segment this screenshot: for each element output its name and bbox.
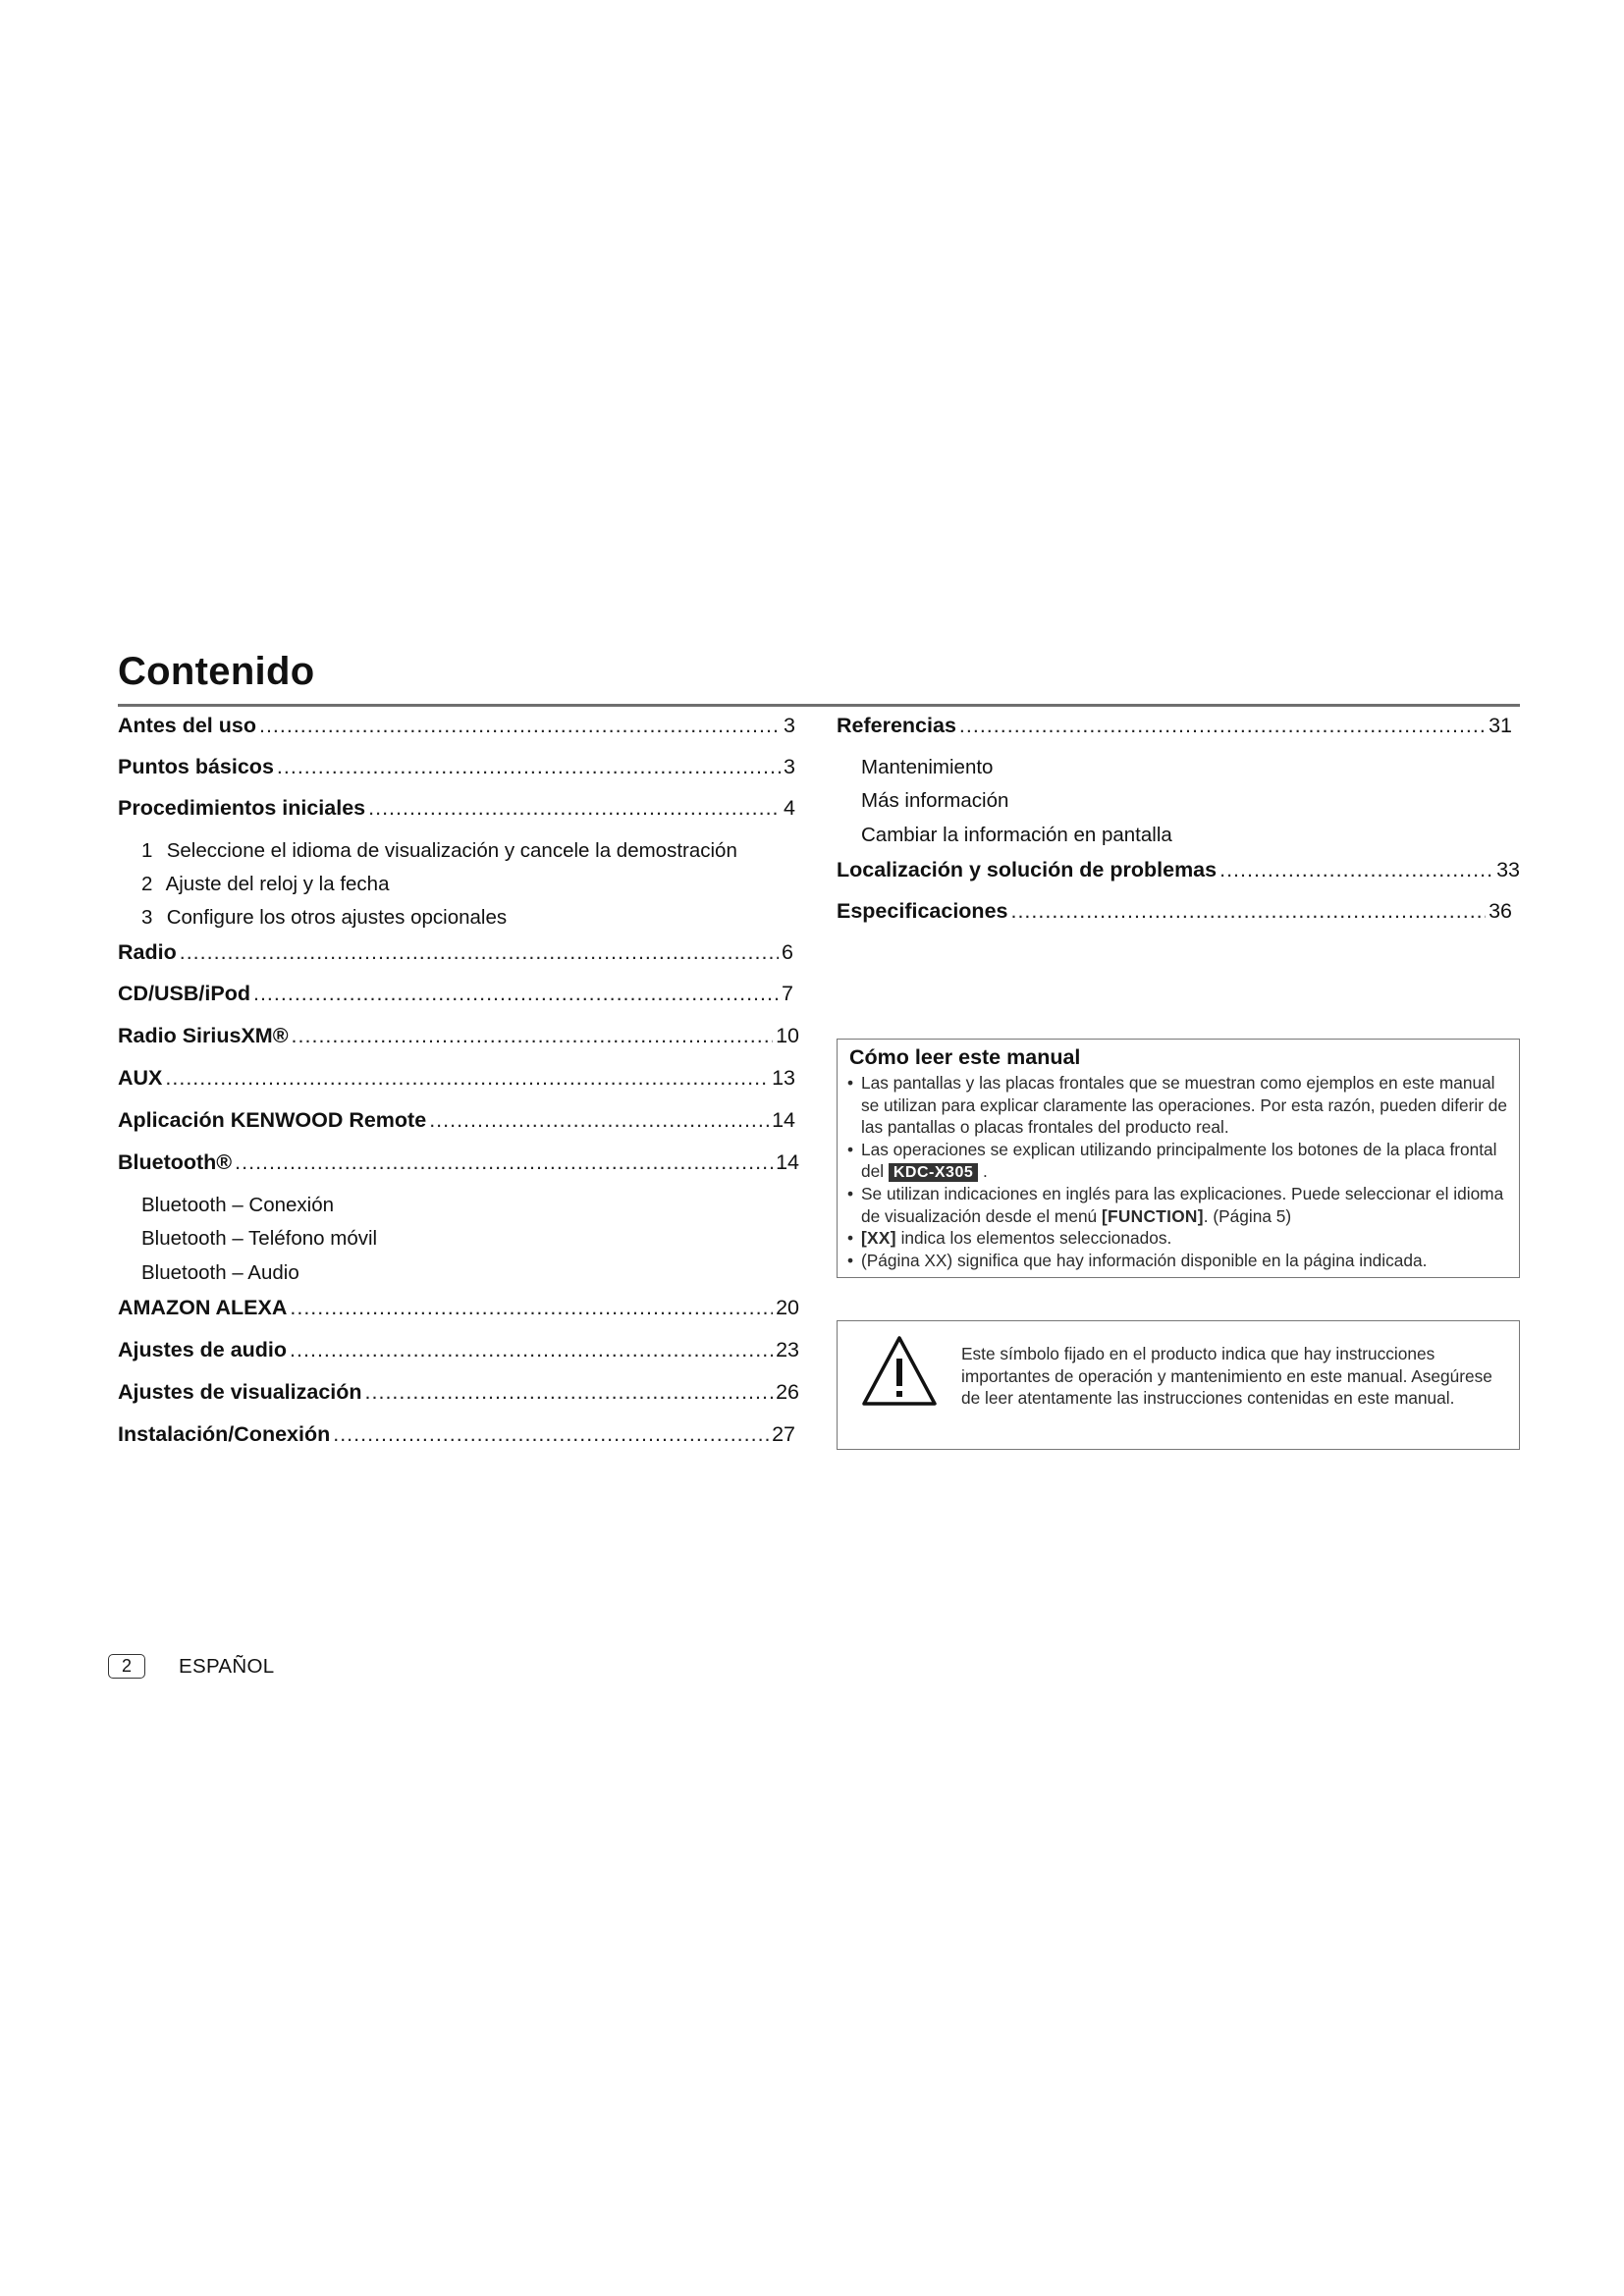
toc-entry-kenwood-remote[interactable]: [118, 1108, 795, 1133]
list-item: [847, 1072, 1509, 1139]
toc-entry-page: 36: [1489, 899, 1512, 923]
list-item-text: Las pantallas y las placas frontales que se muestran como ejemplos en este manual se utilizan para explicar claramente las operaciones. Por esta razón, pueden diferir de las pantallas o placas frontales del producto real.: [861, 1073, 1508, 1138]
toc-subentry[interactable]: [141, 1261, 299, 1285]
toc-entry-label: AMAZON ALEXA: [118, 1296, 288, 1319]
page-number: 2: [108, 1654, 145, 1679]
toc-subentry-label: Ajuste del reloj y la fecha: [165, 873, 390, 895]
selected-item-key: [XX]: [861, 1228, 896, 1249]
bullet: •: [847, 1250, 854, 1270]
list-item: [847, 1183, 1509, 1227]
toc-entry-label: Puntos básicos: [118, 755, 274, 778]
toc-entry-procedimientos-iniciales[interactable]: [118, 796, 795, 821]
bullet: •: [847, 1139, 854, 1159]
toc-entry-antes-del-uso[interactable]: [118, 714, 795, 738]
toc-leader-dots: [429, 1108, 769, 1133]
toc-entry-amazon-alexa[interactable]: [118, 1296, 799, 1320]
list-item-text: Se utilizan indicaciones en inglés para las explicaciones. Puede seleccionar el idioma de visualización desde el menú: [861, 1183, 1504, 1226]
toc-entry-page: 14: [776, 1150, 799, 1174]
toc-subentry-number: 1: [141, 839, 153, 862]
toc-entry-page: 31: [1489, 714, 1512, 737]
toc-subentry[interactable]: [141, 839, 737, 863]
toc-subentry-label: Bluetooth – Audio: [141, 1261, 299, 1284]
warning-box: [837, 1320, 1520, 1450]
toc-entry-especificaciones[interactable]: [837, 899, 1512, 924]
toc-entry-label: Bluetooth®: [118, 1150, 233, 1174]
how-to-read-title: Cómo leer este manual: [849, 1045, 1081, 1069]
toc-entry-label: Especificaciones: [837, 899, 1008, 923]
toc-entry-label: Ajustes de visualización: [118, 1380, 362, 1404]
toc-entry-page: 13: [772, 1066, 795, 1090]
list-item: [847, 1139, 1509, 1183]
toc-entry-label: Antes del uso: [118, 714, 256, 737]
toc-entry-page: 23: [776, 1338, 799, 1362]
toc-leader-dots: [1010, 899, 1486, 924]
toc-entry-referencias[interactable]: [837, 714, 1512, 738]
list-item: [847, 1250, 1509, 1272]
list-item-text: indica los elementos seleccionados.: [900, 1228, 1172, 1249]
toc-entry-page: 14: [772, 1108, 795, 1132]
toc-subentry-number: 2: [141, 873, 153, 895]
toc-entry-label: Referencias: [837, 714, 956, 737]
toc-entry-page: 3: [784, 755, 795, 778]
toc-entry-page: 3: [784, 714, 795, 737]
toc-subentry[interactable]: [861, 824, 1172, 847]
toc-leader-dots: [290, 1338, 773, 1362]
toc-leader-dots: [259, 714, 781, 738]
toc-entry-ajustes-visualizacion[interactable]: [118, 1380, 799, 1405]
toc-subentry[interactable]: [141, 1194, 334, 1217]
page-footer: [108, 1654, 274, 1679]
toc-subentry-label: Configure los otros ajustes opcionales: [166, 906, 508, 929]
toc-leader-dots: [333, 1422, 769, 1447]
list-item-text: (Página XX) significa que hay información disponible en la página indicada.: [861, 1250, 1428, 1270]
toc-subentry-label: Bluetooth – Teléfono móvil: [141, 1227, 378, 1250]
warning-text: Este símbolo fijado en el producto indica que hay instrucciones importantes de operación y mantenimiento en este manual. Asegúrese de leer atentamente las instrucciones contenidas en este manual.: [961, 1344, 1492, 1409]
toc-subentry[interactable]: [141, 906, 507, 930]
toc-entry-cd-usb-ipod[interactable]: [118, 982, 793, 1006]
toc-entry-ajustes-audio[interactable]: [118, 1338, 799, 1362]
bullet: •: [847, 1183, 854, 1203]
toc-entry-localizacion-problemas[interactable]: [837, 858, 1520, 882]
toc-subentry-label: Seleccione el idioma de visualización y cancele la demostración: [166, 839, 737, 862]
toc-leader-dots: [365, 1380, 774, 1405]
toc-entry-label: Ajustes de audio: [118, 1338, 288, 1362]
toc-leader-dots: [235, 1150, 773, 1175]
toc-entry-page: 6: [782, 940, 793, 964]
toc-entry-aux[interactable]: [118, 1066, 795, 1091]
how-to-read-box: [837, 1039, 1520, 1278]
function-key-label: [FUNCTION]: [1101, 1205, 1204, 1226]
language-label: ESPAÑOL: [179, 1654, 275, 1678]
toc-entry-label: Procedimientos iniciales: [118, 796, 366, 820]
model-badge: KDC-X305: [889, 1163, 978, 1182]
toc-entry-page: 7: [782, 982, 793, 1005]
toc-entry-page: 26: [776, 1380, 799, 1404]
toc-entry-page: 4: [784, 796, 795, 820]
list-item-text: .: [983, 1161, 988, 1182]
toc-entry-label: Radio: [118, 940, 177, 964]
toc-entry-instalacion-conexion[interactable]: [118, 1422, 795, 1447]
bullet: •: [847, 1228, 854, 1249]
toc-leader-dots: [292, 1024, 774, 1048]
toc-entry-label: Radio SiriusXM®: [118, 1024, 289, 1047]
toc-leader-dots: [368, 796, 781, 821]
toc-entry-label: CD/USB/iPod: [118, 982, 250, 1005]
toc-leader-dots: [180, 940, 779, 965]
toc-entry-page: 27: [772, 1422, 795, 1446]
list-item-text: . (Página 5): [1203, 1205, 1292, 1226]
toc-subentry[interactable]: [141, 1227, 377, 1251]
toc-subentry[interactable]: [141, 873, 389, 896]
toc-entry-page: 20: [776, 1296, 799, 1319]
toc-entry-bluetooth[interactable]: [118, 1150, 799, 1175]
list-item: [847, 1227, 1509, 1250]
toc-leader-dots: [959, 714, 1486, 738]
toc-leader-dots: [1219, 858, 1493, 882]
toc-subentry[interactable]: [861, 756, 993, 779]
toc-entry-radio[interactable]: [118, 940, 793, 965]
bullet: •: [847, 1073, 854, 1093]
toc-subentry-label: Bluetooth – Conexión: [141, 1194, 335, 1216]
toc-entry-page: 33: [1496, 858, 1520, 881]
toc-leader-dots: [277, 755, 781, 779]
warning-triangle-icon: [861, 1335, 938, 1408]
toc-entry-radio-siriusxm[interactable]: [118, 1024, 799, 1048]
how-to-read-list: [847, 1072, 1509, 1271]
toc-entry-label: Instalación/Conexión: [118, 1422, 331, 1446]
toc-subentry-label: Cambiar la información en pantalla: [861, 824, 1172, 846]
toc-subentry-label: Mantenimiento: [861, 756, 994, 778]
title-divider: [118, 704, 1520, 707]
page-title: Contenido: [118, 650, 315, 693]
toc-leader-dots: [253, 982, 779, 1006]
toc-subentry-number: 3: [141, 906, 153, 929]
toc-entry-label: Aplicación KENWOOD Remote: [118, 1108, 427, 1132]
toc-subentry[interactable]: [861, 789, 1008, 813]
toc-subentry-label: Más información: [861, 789, 1009, 812]
toc-entry-label: Localización y solución de problemas: [837, 858, 1218, 881]
toc-leader-dots: [165, 1066, 769, 1091]
toc-leader-dots: [290, 1296, 773, 1320]
toc-entry-label: AUX: [118, 1066, 163, 1090]
toc-entry-page: 10: [776, 1024, 799, 1047]
toc-entry-puntos-basicos[interactable]: [118, 755, 795, 779]
list-item-text: Las operaciones se explican utilizando principalmente los botones de la placa frontal del: [861, 1139, 1497, 1182]
